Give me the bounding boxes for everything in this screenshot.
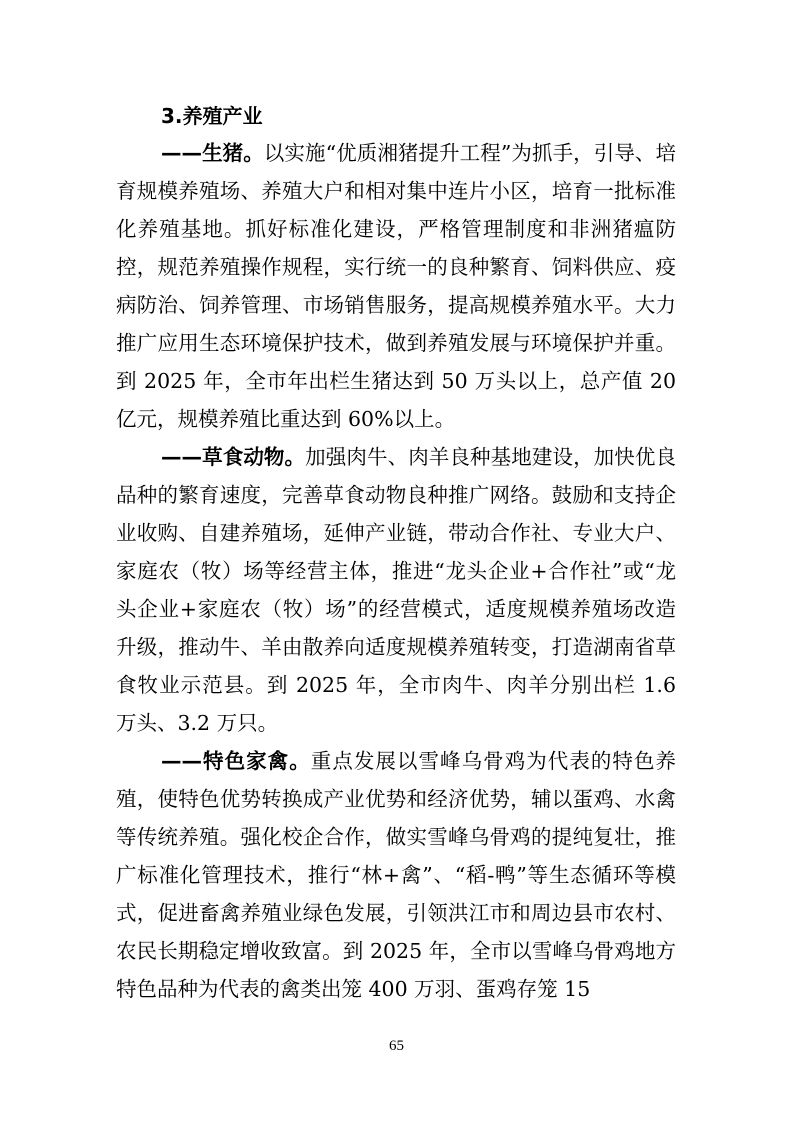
paragraph-herbivores <box>116 438 676 742</box>
paragraph-poultry <box>116 742 676 1008</box>
paragraph-lead: ——生猪。 <box>161 141 264 165</box>
page-content <box>116 104 676 1008</box>
paragraph-text: 重点发展以雪峰乌骨鸡为代表的特色养殖，使特色优势转换成产业优势和经济优势，辅以蛋鸡、水禽等传统养殖。强化校企合作，做实雪峰乌骨鸡的提纯复壮，推广标准化管理技术，推行“林+禽”、“稻-鸭”等生态循环等模式，促进畜禽养殖业绿色发展，引领洪江市和周边县市农村、农民长期稳定增收致富。到 2025 年，全市以雪峰乌骨鸡地方特色品种为代表的禽类出笼 400 万羽、蛋鸡存笼 15 <box>116 749 677 1001</box>
paragraph-lead: ——特色家禽。 <box>161 749 311 773</box>
paragraph-text: 加强肉牛、肉羊良种基地建设，加快优良品种的繁育速度，完善草食动物良种推广网络。鼓励和支持企业收购、自建养殖场，延伸产业链，带动合作社、专业大户、家庭农（牧）场等经营主体，推进“龙头企业+合作社”或“龙头企业+家庭农（牧）场”的经营模式，适度规模养殖场改造升级，推动牛、羊由散养向适度规模养殖转变，打造湖南省草食牧业示范县。到 2025 年，全市肉牛、肉羊分别出栏 1.6 万头、3.2 万只。 <box>116 445 677 735</box>
page-number: 65 <box>389 1038 404 1054</box>
paragraph-lead: ——草食动物。 <box>161 445 306 469</box>
paragraph-text: 以实施“优质湘猪提升工程”为抓手，引导、培育规模养殖场、养殖大户和相对集中连片小区，培育一批标准化养殖基地。抓好标准化建设，严格管理制度和非洲猪瘟防控，规范养殖操作规程，实行统一的良种繁育、饲料供应、疫病防治、饲养管理、市场销售服务，提高规模养殖水平。大力推广应用生态环境保护技术，做到养殖发展与环境保护并重。到 2025 年，全市年出栏生猪达到 50 万头以上，总产值 20 亿元，规模养殖比重达到 60%以上。 <box>116 141 676 431</box>
paragraph-pigs <box>116 134 676 438</box>
section-heading: 3.养殖产业 <box>161 104 263 128</box>
